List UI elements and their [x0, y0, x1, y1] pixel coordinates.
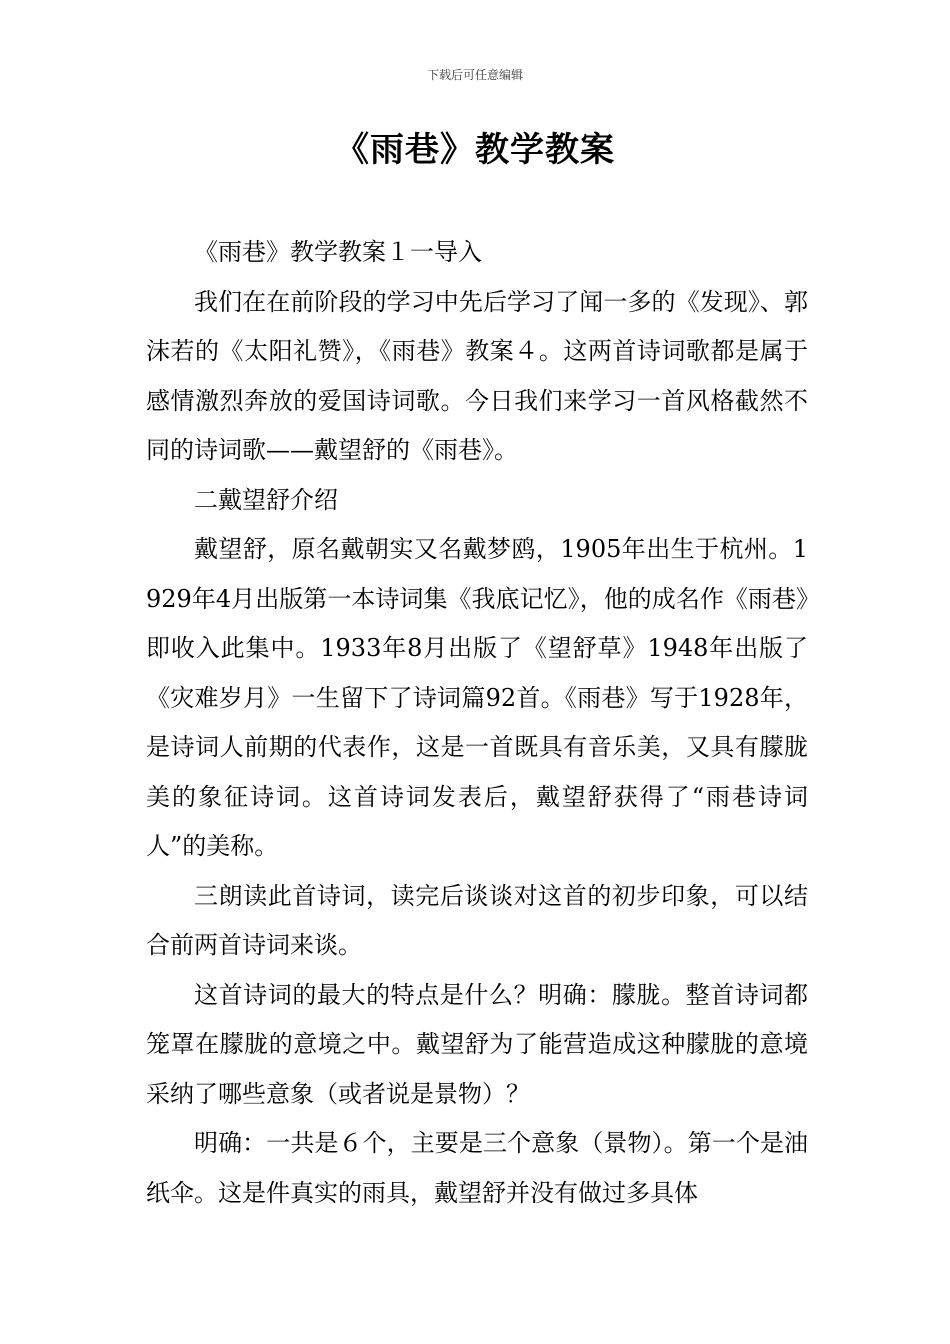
- document-title: 《雨巷》教学教案: [335, 130, 615, 170]
- paragraph-poem-feature: 这首诗词的最大的特点是什么？明确：朦胧。整首诗词都笼罩在朦胧的意境之中。戴望舒为了能营造成这种朦胧的意境采纳了哪些意象（或者说是景物）？: [146, 980, 808, 1108]
- paragraph-section-two-heading: 二戴望舒介绍: [194, 485, 338, 514]
- paragraph-author-bio: 戴望舒，原名戴朝实又名戴梦鸥，1905年出生于杭州。1929年4月出版第一本诗词集《我底记忆》，他的成名作《雨巷》即收入此集中。1933年8月出版了《望舒草》1948年出版了《灾难岁月》一生留下了诗词篇92首。《雨巷》写于1928年，是诗词人前期的代表作，这是一首既具有音乐美，又具有朦胧美的象征诗词。这首诗词发表后，戴望舒获得了“雨巷诗词人”的美称。: [146, 535, 808, 860]
- paragraph-introduction: 我们在在前阶段的学习中先后学习了闻一多的《发现》、郭沫若的《太阳礼赞》，《雨巷》教案４。这两首诗词歌都是属于感情激烈奔放的爱国诗词歌。今日我们来学习一首风格截然不同的诗词歌——戴望舒的《雨巷》。: [146, 287, 808, 464]
- paragraph-section-one-heading: 《雨巷》教学教案１一导入: [194, 238, 482, 266]
- paragraph-section-three: 三朗读此首诗词，读完后谈谈对这首的初步印象，可以结合前两首诗词来谈。: [146, 881, 808, 959]
- document-body: [146, 228, 808, 1218]
- header-note: 下载后可任意编辑: [426, 68, 523, 82]
- paragraph-imagery: 明确：一共是６个，主要是三个意象（景物）。第一个是油纸伞。这是件真实的雨具，戴望舒并没有做过多具体: [146, 1129, 808, 1207]
